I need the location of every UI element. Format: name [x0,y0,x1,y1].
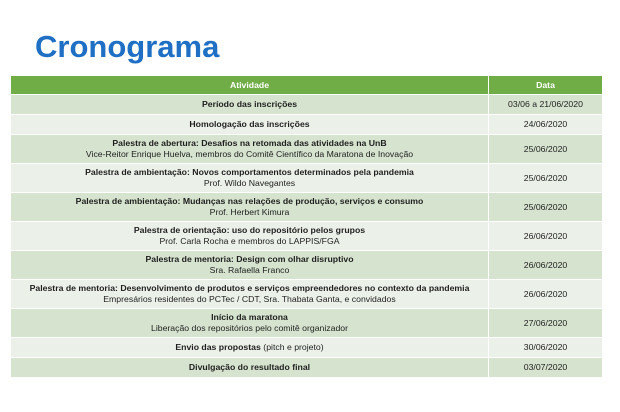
activity-cell [11,135,488,163]
table-row [11,338,602,357]
activity-date: 30/06/2020 [523,342,568,352]
activity-title: Divulgação do resultado final [188,362,311,372]
date-cell [489,164,602,192]
table-row [11,193,602,221]
activity-cell [11,309,488,337]
activity-title: Palestra de mentoria: Design com olhar disruptivo [145,254,354,264]
activity-date: 03/07/2020 [523,362,568,372]
header-date: Data [489,76,602,94]
table-row [11,164,602,192]
table-row [11,135,602,163]
date-cell [489,95,602,114]
table-row [11,222,602,250]
table-row [11,309,602,337]
date-cell [489,115,602,134]
table-row [11,95,602,114]
activity-detail: Empresários residentes do PCTec / CDT, Sra. Thabata Ganta, e convidados [103,294,396,304]
table-header [11,76,602,94]
activity-title: Período das inscrições [201,99,298,109]
slide-title: Cronograma [35,29,220,64]
activity-date: 26/06/2020 [523,230,568,241]
activity-title: Homologação das inscrições [189,119,310,129]
activity-title: Palestra de orientação: uso do repositório pelos grupos [133,225,366,235]
activity-detail: Prof. Carla Rocha e membros do LAPPIS/FGA [159,236,340,246]
schedule-table [11,76,602,377]
activity-date: 24/06/2020 [523,119,568,129]
table-row [11,280,602,308]
table-row [11,251,602,279]
activity-note: (pitch e projeto) [263,342,324,352]
date-cell [489,251,602,279]
activity-title: Início da maratona [211,312,288,322]
activity-detail: Vice-Reitor Enrique Huelva, membros do Comitê Científico da Maratona de Inovação [85,149,414,159]
activity-title: Palestra de mentoria: Desenvolvimento de produtos e serviços empreendedores no contexto da pandemia [29,283,470,293]
activity-cell [11,115,488,134]
date-cell [489,193,602,221]
date-cell [489,309,602,337]
date-cell [489,222,602,250]
activity-cell [11,358,488,377]
activity-detail: Liberação dos repositórios pelo comitê organizador [150,323,349,333]
activity-date: 26/06/2020 [523,288,568,299]
activity-date: 25/06/2020 [523,201,568,212]
activity-title: Envio das propostas [175,342,261,352]
activity-cell [11,280,488,308]
date-cell [489,135,602,163]
activity-cell [11,164,488,192]
date-cell [489,280,602,308]
date-cell [489,338,602,357]
activity-title: Palestra de ambientação: Novos comportamentos determinados pela pandemia [85,167,414,177]
activity-detail: Sra. Rafaella Franco [209,265,290,275]
activity-cell [11,251,488,279]
activity-date: 25/06/2020 [523,143,568,154]
table-row [11,115,602,134]
activity-title: Palestra de ambientação: Mudanças nas relações de produção, serviços e consumo [75,196,424,206]
header-activity: Atividade [11,76,488,94]
activity-date: 26/06/2020 [523,259,568,270]
activity-detail: Prof. Herbert Kimura [209,207,290,217]
activity-cell [11,222,488,250]
activity-cell [11,338,488,357]
activity-date: 03/06 a 21/06/2020 [508,99,583,109]
date-cell [489,358,602,377]
activity-title: Palestra de abertura: Desafios na retomada das atividades na UnB [112,138,387,148]
activity-line [175,342,323,353]
activity-cell [11,95,488,114]
table-row [11,358,602,377]
activity-detail: Prof. Wildo Navegantes [203,178,296,188]
activity-cell [11,193,488,221]
activity-date: 27/06/2020 [523,317,568,328]
activity-date: 25/06/2020 [523,172,568,183]
